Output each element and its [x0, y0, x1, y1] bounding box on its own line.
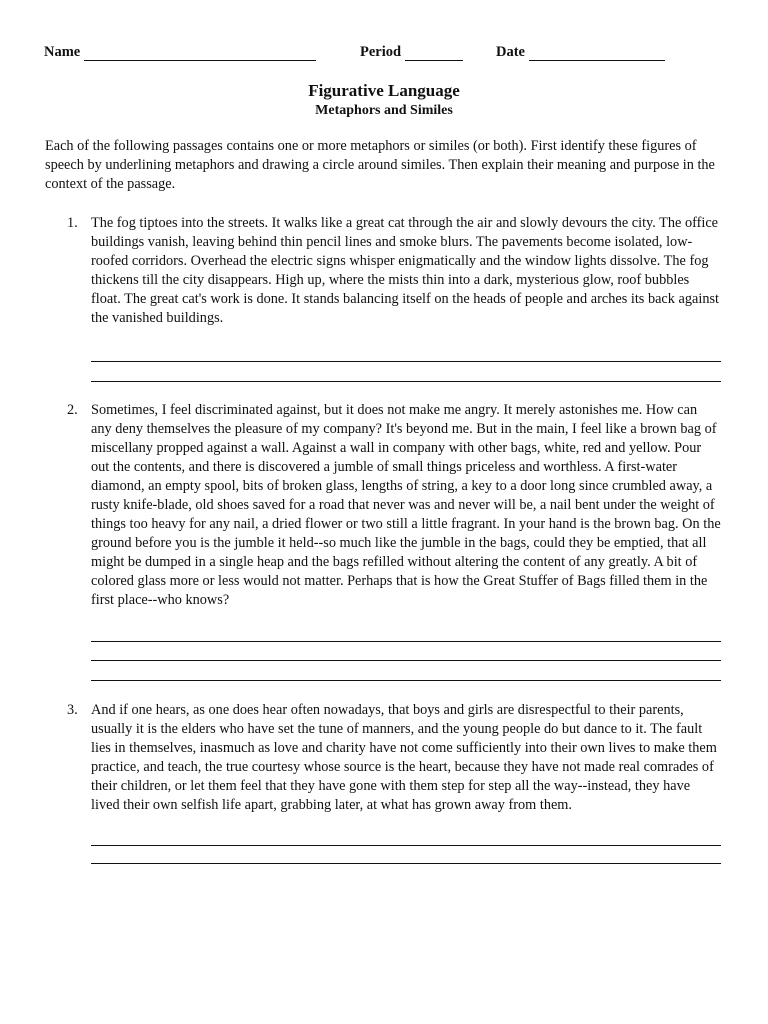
page-title: Figurative Language [308, 81, 460, 100]
date-label: Date [496, 44, 525, 60]
answer-line[interactable] [91, 680, 721, 681]
answer-line[interactable] [91, 863, 721, 864]
period-blank-line[interactable] [405, 46, 463, 61]
answer-line[interactable] [91, 845, 721, 846]
name-label: Name [44, 44, 81, 60]
name-blank-line[interactable] [84, 46, 316, 61]
date-blank-line[interactable] [529, 46, 665, 61]
answer-line[interactable] [91, 641, 721, 642]
passage-number: 1. [67, 215, 78, 231]
header-row [44, 44, 724, 66]
passage-text: The fog tiptoes into the streets. It walks like a great cat through the air and slowly devours the city. The office buildings vanish, leaving behind thin pencil lines and smoke blurs. The pavements become isolated, low-roofed corridors. Overhead the electric signs whisper enigmatically and the window lights dissolve. The fog thickens till the city disappears. High up, where the mists thin into a dark, mysterious glow, roof bubbles float. The great cat's work is done. It stands balancing itself on the heads of people and arches its back against the vanished buildings. [91, 215, 720, 326]
answer-line[interactable] [91, 660, 721, 661]
answer-line[interactable] [91, 361, 721, 362]
period-field [360, 44, 463, 61]
passage-text: And if one hears, as one does hear often nowadays, that boys and girls are disrespectful to their parents, usually it is the elders who have set the tune of manners, and the young people do but dance to it. The fault lies in themselves, inasmuch as love and charity have not come sufficiently into their own lives to make them practice, and teach, the true courtesy whose source is the heart, because they have not made real comrades of their children, or let them feel that they have gone with them step for step all the way--instead, they have lived their own selfish life apart, grabbing later, at what has grown away from them. [91, 702, 717, 813]
page-subtitle: Metaphors and Similes [315, 103, 453, 118]
instructions-paragraph: Each of the following passages contains one or more metaphors or similes (or both). First identify these figures of speech by underlining metaphors and drawing a circle around similes. Then explain their meaning and purpose in the context of the passage. [45, 138, 715, 192]
date-field [496, 44, 665, 61]
answer-line[interactable] [91, 381, 721, 382]
passage-text: Sometimes, I feel discriminated against, but it does not make me angry. It merely astonishes me. How can any deny themselves the pleasure of my company? It's beyond me. But in the main, I feel like a brown bag of miscellany propped against a wall. Against a wall in company with other bags, white, red and yellow. Pour out the contents, and there is discovered a jumble of small things priceless and worthless. A first-water diamond, an empty spool, bits of broken glass, lengths of string, a key to a door long since crumbled away, a rusty knife-blade, old shoes saved for a road that never was and never will be, a nail bent under the weight of things too heavy for any nail, a dried flower or two still a little fragrant. In your hand is the brown bag. On the ground before you is the jumble it held--so much like the jumble in the bags, could they be emptied, that all might be dumped in a single heap and the bags refilled without altering the content of any greatly. A bit of colored glass more or less would not matter. Perhaps that is how the Great Stuffer of Bags filled them in the first place--who knows? [91, 402, 721, 608]
passage-number: 3. [67, 702, 78, 718]
name-field [44, 44, 316, 61]
period-label: Period [360, 44, 402, 60]
passage-number: 2. [67, 402, 78, 418]
